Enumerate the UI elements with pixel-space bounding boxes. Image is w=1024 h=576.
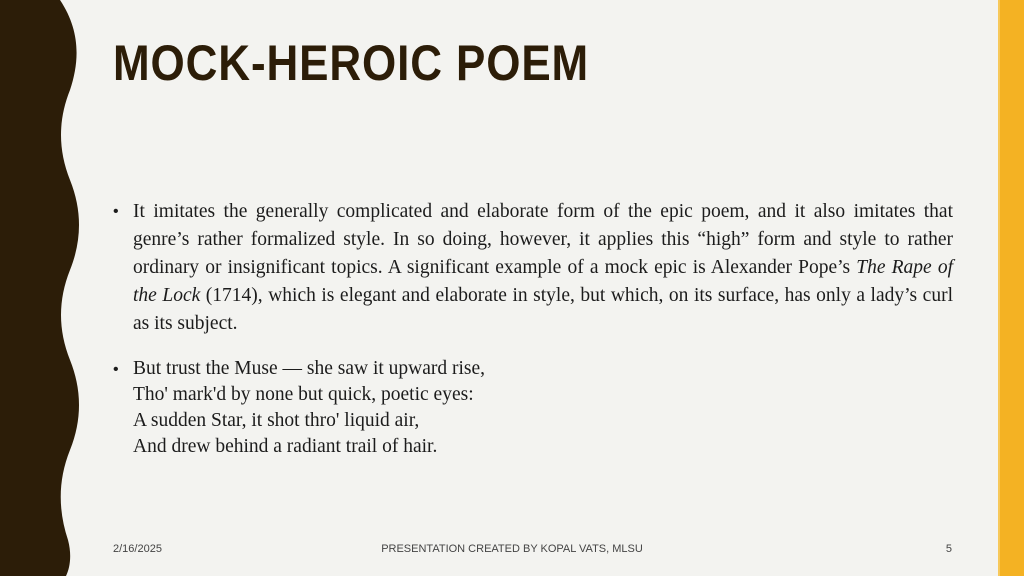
bullet-icon: •	[113, 203, 119, 220]
slide-title: MOCK-HEROIC POEM	[113, 35, 590, 91]
verse-line: A sudden Star, it shot thro' liquid air,	[133, 410, 420, 431]
bullet-item-verse	[113, 356, 953, 460]
bullet-text	[133, 198, 953, 338]
verse-line: And drew behind a radiant trail of hair.	[133, 436, 438, 457]
verse-line: Tho' mark'd by none but quick, poetic eyes:	[133, 384, 474, 405]
slide-body	[113, 198, 953, 460]
verse-line: But trust the Muse — she saw it upward rise,	[133, 358, 486, 379]
bullet-item	[113, 198, 953, 338]
bullet-text-before: It imitates the generally complicated and elaborate form of the epic poem, and it also imitates that genre’s rather formalized style. In so doing, however, it applies this “high” form and style to rather ordinary or insignificant topics. A significant example of a mock epic is Alexander Pope’s	[133, 201, 953, 278]
bullet-icon: •	[113, 361, 119, 378]
work-title: The Rape of the Lock	[133, 257, 953, 306]
footer-credit: PRESENTATION CREATED BY KOPAL VATS, MLSU	[381, 543, 643, 555]
footer-date: 2/16/2025	[113, 543, 162, 555]
page-number: 5	[945, 543, 952, 555]
accent-stripe	[1000, 0, 1024, 576]
bullet-text-after: (1714), which is elegant and elaborate in style, but which, on its surface, has only a lady’s curl as its subject.	[133, 285, 953, 334]
decorative-wave-band	[0, 0, 80, 576]
